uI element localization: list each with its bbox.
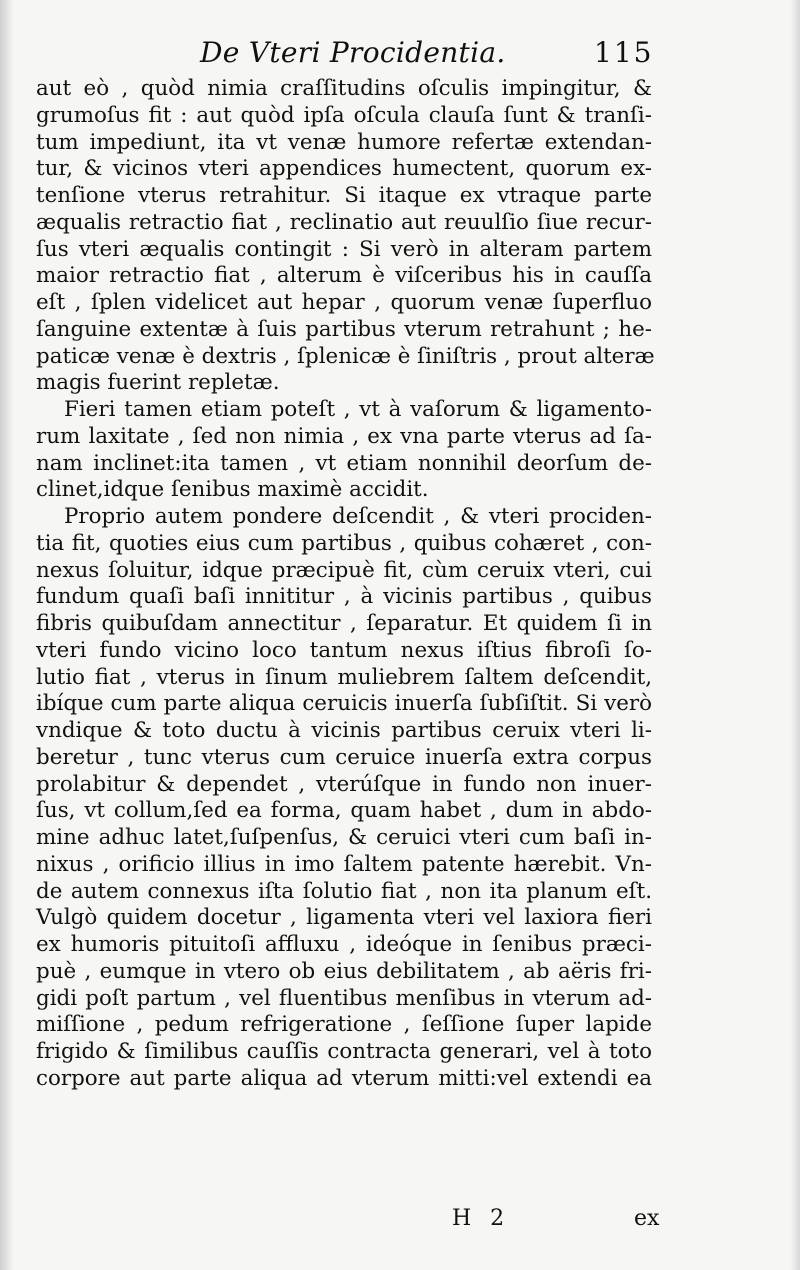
text-line: ſus vteri æqualis contingit : Si verò in alteram partem	[36, 236, 652, 262]
text-line: grumoſus fit : aut quòd ipſa oſcula clauſa ſunt & tranſi-	[36, 102, 652, 128]
text-line: eſt , ſplen videlicet aut hepar , quorum venæ ſuperfluo	[36, 290, 652, 315]
text-line: lutio fiat , vterus in ſinum muliebrem ſaltem deſcendit,	[36, 664, 652, 690]
text-line: ſus, vt collum,ſed ea forma, quam habet , dum in abdo-	[36, 798, 652, 824]
page-shadow-right	[790, 0, 800, 1270]
text-line: paticæ venæ è dextris , ſplenicæ è ſiniſtris , prout alteræ	[36, 343, 655, 369]
text-line: tur, & vicinos vteri appendices humectent, quorum ex-	[36, 156, 652, 182]
running-title: De Vteri Procidentia.	[200, 36, 506, 69]
text-line: vndique & toto ductu à vicinis partibus ceruix vteri li-	[36, 718, 652, 743]
text-line: prolabitur & dependet , vterúſque in fundo non inuer-	[36, 771, 652, 797]
text-line: magis fuerint repletæ.	[36, 370, 280, 396]
page-header	[0, 36, 800, 76]
text-line: tenſione vterus retrahitur. Si itaque ex vtraque parte	[36, 183, 652, 208]
text-line: Vulgò quidem docetur , ligamenta vteri vel laxiora fieri	[36, 905, 652, 931]
text-line: Fieri tamen etiam poteſt , vt à vaſorum & ligamento-	[64, 397, 652, 422]
text-line: de autem connexus iſta ſolutio fiat , non ita planum eſt.	[36, 878, 652, 904]
text-line: tum impediunt, ita vt venæ humore refertæ extendan-	[36, 129, 652, 155]
text-line: gidi poſt partum , vel fluentibus menſibus in vterum ad-	[36, 985, 652, 1011]
page-footer	[0, 1206, 800, 1240]
text-line: vteri fundo vicino loco tantum nexus iſtius fibroſi ſo-	[36, 637, 652, 663]
text-line: fundum quaſi baſi innititur , à vicinis partibus , quibus	[36, 584, 652, 610]
text-line: nexus ſoluitur, idque præcipuè fit, cùm ceruix vteri, cui	[36, 557, 652, 583]
text-line: mine adhuc latet,ſuſpenſus, & ceruici vteri cum baſi in-	[36, 825, 652, 850]
text-line: nixus , orificio illius in imo ſaltem patente hærebit. Vn-	[36, 851, 652, 877]
text-line: clinet,idque ſenibus maximè accidit.	[36, 477, 429, 503]
text-line: æqualis retractio fiat , reclinatio aut reuulſio ſiue recur-	[36, 209, 652, 235]
text-line: corpore aut parte aliqua ad vterum mitti:vel extendi ea	[36, 1065, 652, 1091]
text-line: maior retractio fiat , alterum è viſceribus his in cauſſa	[36, 263, 652, 289]
text-line: tia fit, quoties eius cum partibus , quibus cohæret , con-	[36, 530, 652, 556]
text-line: aut eò , quòd nimia craſſitudins oſculis impingitur, &	[36, 76, 652, 101]
signature-mark: H 2	[452, 1206, 511, 1231]
catchword: ex	[634, 1206, 660, 1231]
text-line: ex humoris pituitoſi affluxu , ideóque in ſenibus præci-	[36, 932, 652, 957]
text-line: miſſione , pedum refrigeratione , ſeſſione ſuper lapide	[36, 1012, 652, 1038]
text-line: nam inclinet:ita tamen , vt etiam nonnihil deorſum de-	[36, 450, 652, 476]
page-shadow-left	[0, 0, 14, 1270]
text-line: ſanguine extentæ à ſuis partibus vterum retrahunt ; he-	[36, 316, 652, 342]
text-line: frigido & ſimilibus cauſſis contracta generari, vel à toto	[36, 1039, 652, 1064]
page-number: 115	[594, 36, 654, 69]
text-line: rum laxitate , ſed non nimia , ex vna parte vterus ad ſa-	[36, 423, 652, 449]
text-line: beretur , tunc vterus cum ceruice inuerſa extra corpus	[36, 744, 652, 770]
text-line: ibíque cum parte aliqua ceruicis inuerſa ſubſiſtit. Si verò	[36, 691, 652, 717]
text-line: Proprio autem pondere deſcendit , & vteri prociden-	[64, 504, 652, 529]
text-line: fibris quibuſdam annectitur , ſeparatur. Et quidem ſi in	[36, 611, 652, 636]
text-line: puè , eumque in vtero ob eius debilitatem , ab aëris fri-	[36, 958, 652, 984]
body-text	[36, 76, 655, 1093]
